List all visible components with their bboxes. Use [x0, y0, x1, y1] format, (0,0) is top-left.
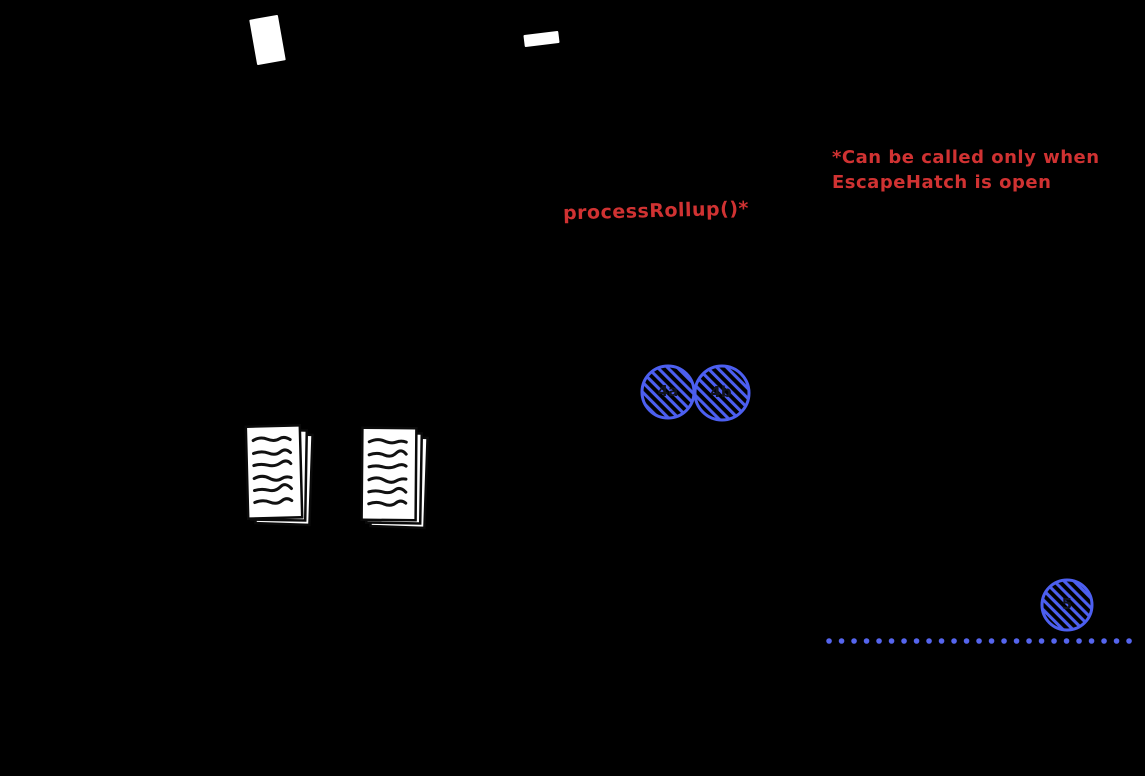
footnote-line-2: EscapeHatch is open [832, 172, 1052, 193]
step-circle-4b [695, 366, 749, 420]
step-number-label: 4a [657, 382, 679, 400]
document-stack-icon [240, 420, 325, 530]
footnote-line-1: *Can be called only when [832, 147, 1100, 168]
escape-hatch-footnote [832, 145, 1100, 195]
step-number-label: 5 [1061, 595, 1073, 613]
white-bar-icon [523, 31, 559, 47]
process-rollup-label: processRollup()* [562, 197, 750, 225]
hatched-step-circle-icon [1038, 577, 1100, 639]
step-number-label: 4b [710, 383, 732, 401]
white-card-icon [249, 15, 286, 65]
dotted-divider-line [820, 633, 1140, 649]
document-stack-icon [352, 423, 437, 533]
step-circle-4a [642, 366, 694, 418]
step-circle-5 [1042, 580, 1092, 630]
hatched-step-circle-icon [638, 360, 758, 428]
